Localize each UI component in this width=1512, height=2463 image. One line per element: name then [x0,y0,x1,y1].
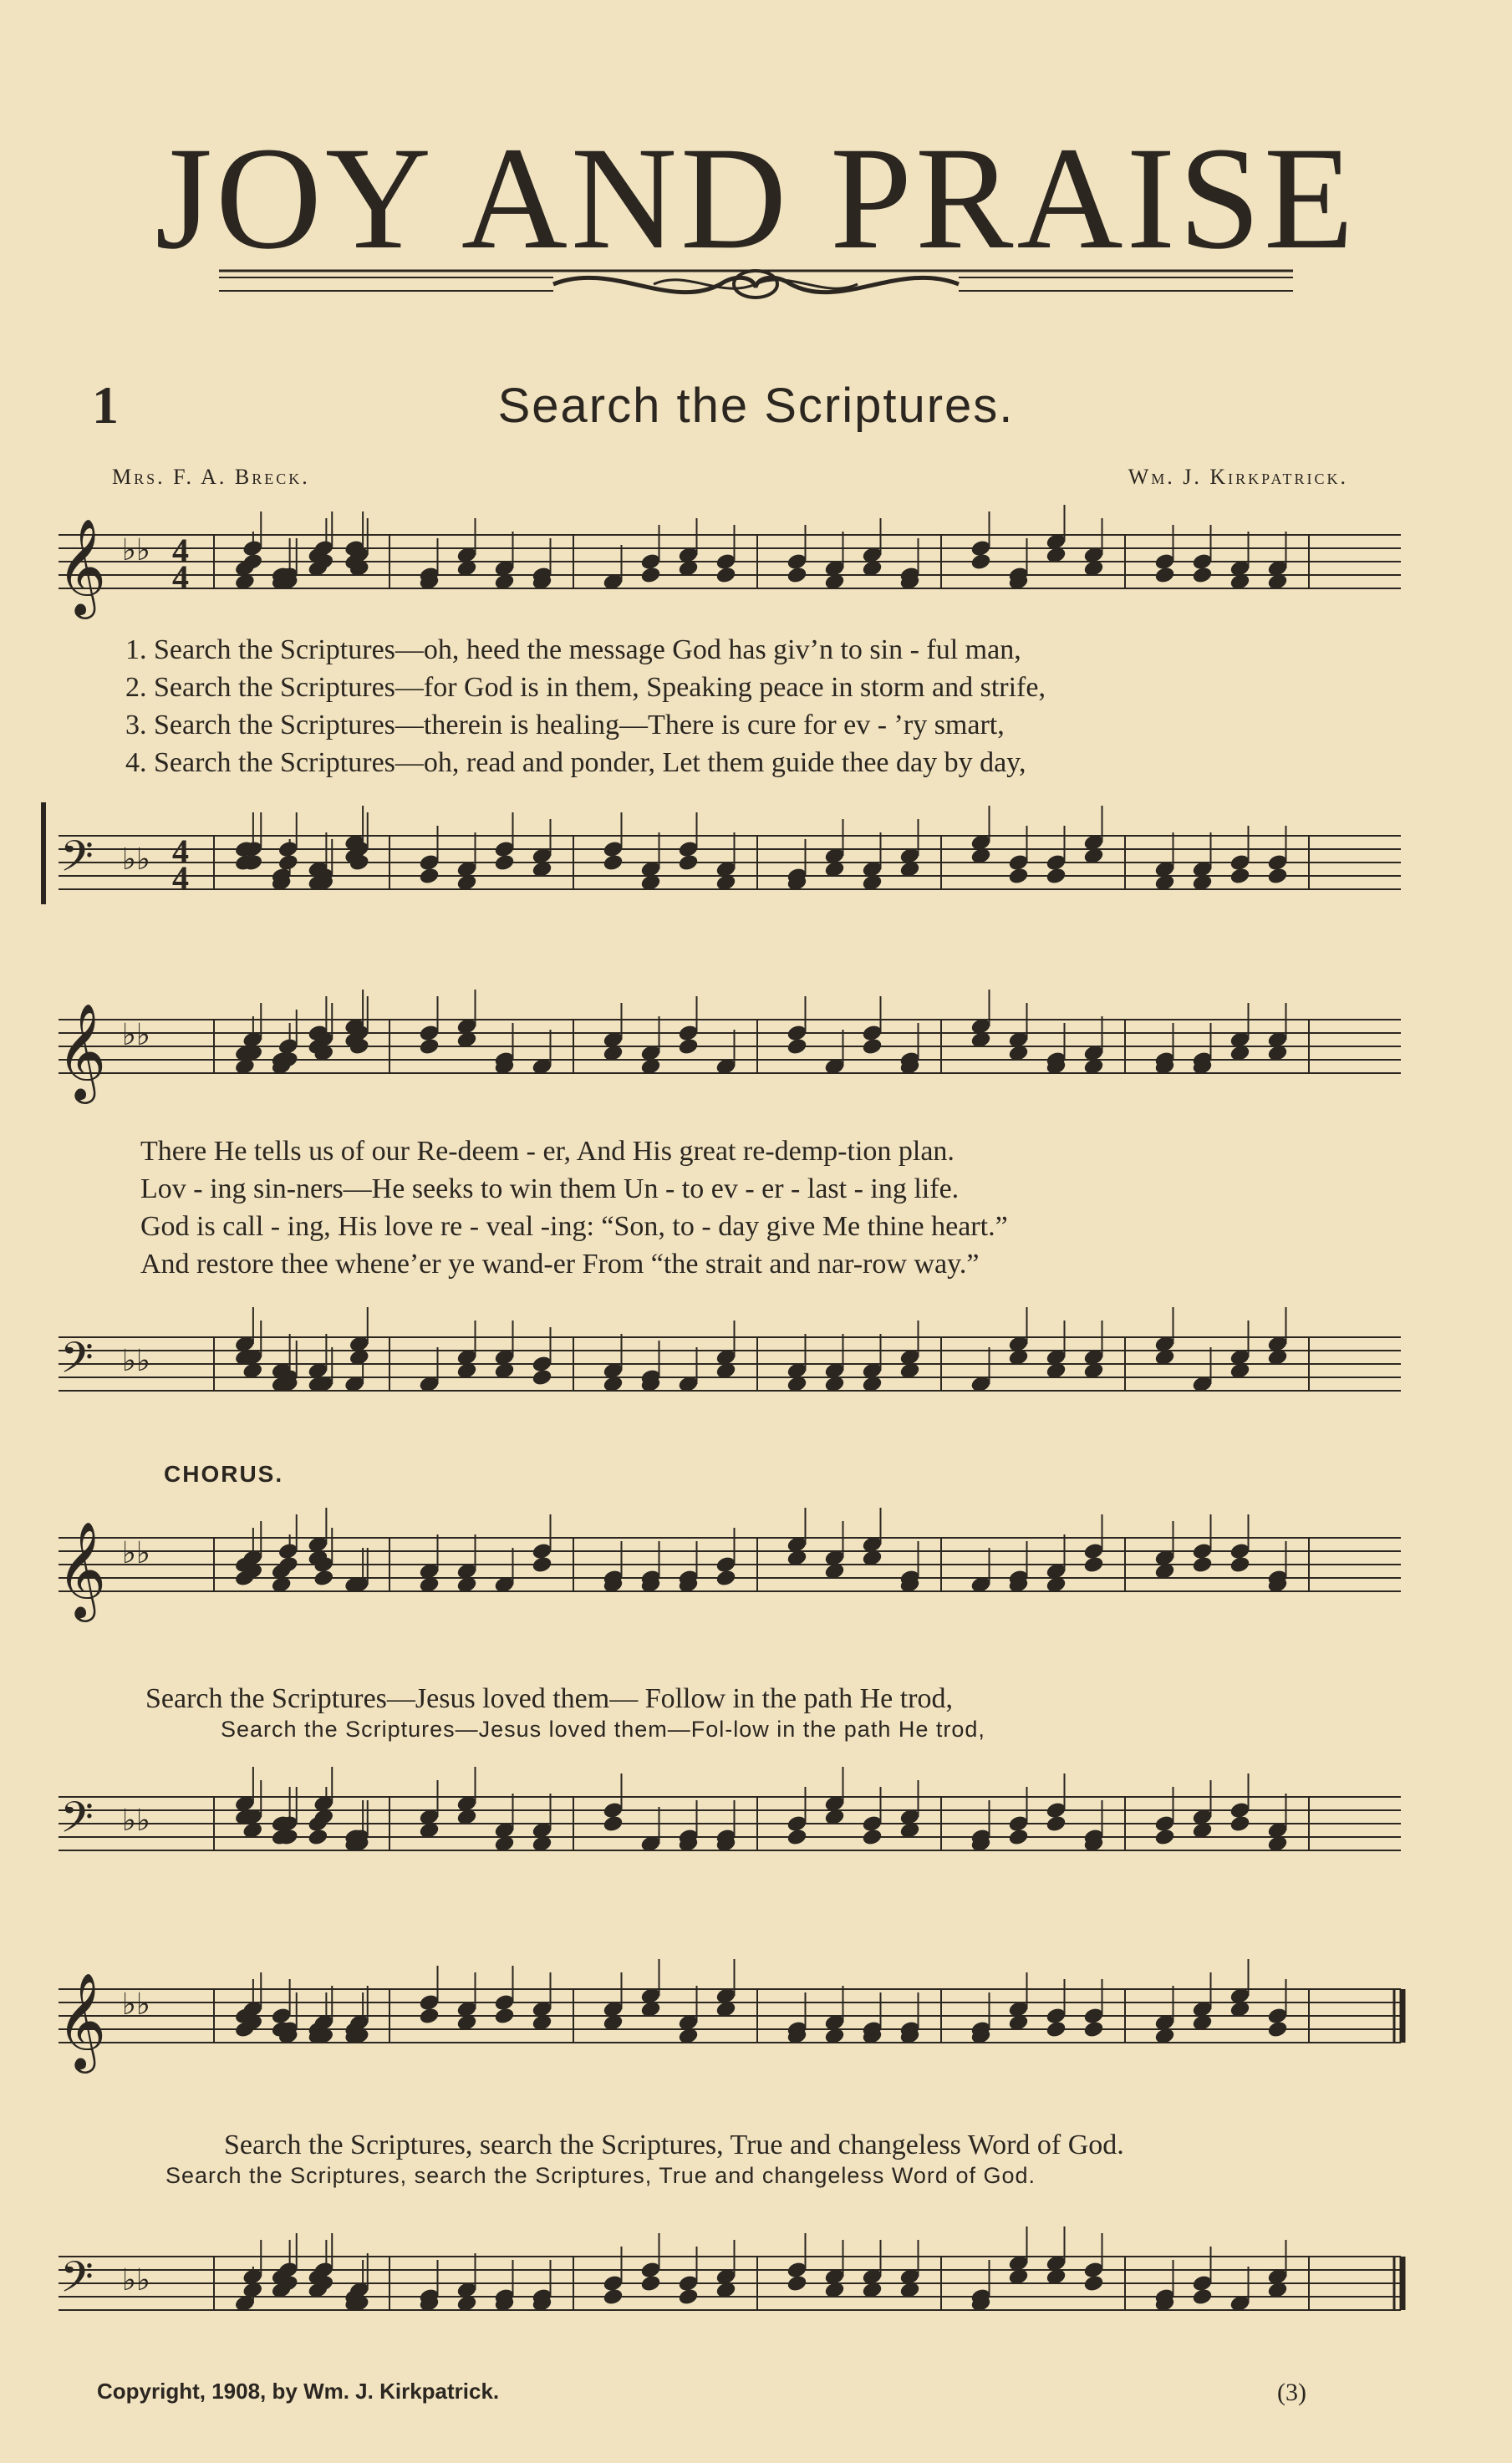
note-head [639,2274,661,2293]
verse-1-line-a: 1. Search the Scriptures—oh, heed the message God has giv’n to sin - ful man, [125,634,1021,665]
note-head [1153,1828,1175,1847]
note-head [602,853,624,873]
music-system-1-bass [38,802,1409,936]
music-system-2 [38,986,1409,1120]
bass-staff [38,802,1409,936]
svg-text:♭♭: ♭♭ [122,2263,150,2297]
treble-staff [38,1956,1409,2089]
svg-text:♭♭: ♭♭ [122,842,150,876]
svg-text:4: 4 [172,532,189,569]
hymn-number: 1 [92,375,119,435]
note-head [786,1828,807,1847]
chorus-label: CHORUS. [164,1461,284,1487]
svg-text:♭♭: ♭♭ [122,1018,150,1051]
svg-text:𝄞: 𝄞 [57,1972,107,2069]
note-head [1045,1814,1067,1834]
chorus-line-1-men: Search the Scriptures—Jesus loved them—Fol-low in the path He trod, [221,1717,985,1742]
book-title: JOY AND PRAISE [155,117,1357,280]
copyright-notice: Copyright, 1908, by Wm. J. Kirkpatrick. [97,2379,500,2404]
verse-3-line-a: 3. Search the Scriptures—therein is healing—There is cure for ev - ’ry smart, [125,710,1005,740]
note-head [1007,1828,1029,1847]
svg-text:𝄢: 𝄢 [60,1332,94,1393]
note-head [1229,867,1250,886]
note-head [418,1037,440,1056]
note-head [861,1828,883,1847]
page-number: (3) [1277,2379,1306,2406]
chorus-lyrics-1 [145,1680,985,1748]
note-head [1229,1555,1250,1575]
composer-credit: Wm. J. Kirkpatrick. [1128,465,1348,489]
chorus-lyrics-2 [165,2126,1124,2195]
note-head [277,853,299,873]
bass-staff [38,2223,1409,2357]
treble-staff [38,1504,1409,1638]
treble-staff [38,501,1409,635]
note-head [418,867,440,886]
note-head [677,1037,699,1056]
note-head [1007,867,1029,886]
title-ornament [219,252,1293,318]
note-head [970,552,991,572]
verses-line-a [125,631,1046,781]
note-head [1082,2274,1104,2293]
svg-text:♭♭: ♭♭ [122,533,150,567]
svg-text:𝄞: 𝄞 [57,517,107,615]
svg-text:♭♭: ♭♭ [122,1987,150,2021]
note-head [1266,867,1288,886]
note-head [639,566,661,585]
verse-1-line-b: There He tells us of our Re-deem - er, And His great re-demp-tion plan. [140,1136,955,1167]
note-head [602,1814,624,1834]
chorus-line-2-men: Search the Scriptures, search the Scriptures, True and changeless Word of God. [165,2163,1036,2188]
svg-text:4: 4 [172,832,189,870]
svg-text:♭♭: ♭♭ [122,1344,150,1377]
note-head [1082,2020,1104,2039]
chorus-line-1: Search the Scriptures—Jesus loved them— Follow in the path He trod, [145,1683,953,1714]
note-head [1191,2287,1213,2307]
note-head [677,2287,699,2307]
svg-text:𝄞: 𝄞 [57,1002,107,1100]
music-system-4-bass [38,2223,1409,2357]
note-head [602,2287,624,2307]
note-head [786,566,807,585]
note-head [786,1037,807,1056]
note-head [786,2274,807,2293]
svg-text:4: 4 [172,859,189,897]
note-head [1153,566,1175,585]
note-head [1045,867,1067,886]
note-head [307,1828,328,1847]
svg-text:♭♭: ♭♭ [122,1804,150,1837]
verse-2-line-b: Lov - ing sin-ners—He seeks to win them Un - to ev - er - last - ing life. [140,1173,960,1204]
note-head [1191,1555,1213,1575]
svg-text:𝄢: 𝄢 [60,831,94,892]
note-head [715,566,736,585]
note-head [1082,1555,1104,1575]
note-head [861,1037,883,1056]
note-head [531,1555,552,1575]
music-system-1 [38,501,1409,635]
note-head [1045,2020,1067,2039]
note-head [1191,566,1213,585]
hymn-title: Search the Scriptures. [497,379,1015,433]
svg-text:𝄞: 𝄞 [57,1520,107,1618]
bass-staff [38,1763,1409,1897]
note-head [313,1569,334,1588]
note-head [493,2007,515,2026]
svg-text:𝄢: 𝄢 [60,2252,94,2313]
treble-staff [38,986,1409,1120]
chorus-line-2: Search the Scriptures, search the Scriptures, True and changeless Word of God. [224,2130,1124,2160]
bass-staff [38,1304,1409,1438]
verses-line-b [140,1132,1008,1283]
note-head [1229,1814,1250,1834]
verse-2-line-a: 2. Search the Scriptures—for God is in them, Speaking peace in storm and strife, [125,672,1046,703]
music-system-3-bass [38,1763,1409,1897]
svg-text:♭♭: ♭♭ [122,1536,150,1570]
note-head [715,1569,736,1588]
music-system-3 [38,1504,1409,1638]
svg-text:4: 4 [172,558,189,596]
note-head [418,2007,440,2026]
music-system-4 [38,1956,1409,2089]
author-credit: Mrs. F. A. Breck. [112,465,310,489]
note-head [531,1368,552,1387]
music-system-2-bass [38,1304,1409,1438]
verse-4-line-a: 4. Search the Scriptures—oh, read and ponder, Let them guide thee day by day, [125,747,1026,778]
verse-3-line-b: God is call - ing, His love re - veal -ing: “Son, to - day give Me thine heart.” [140,1211,1008,1242]
note-head [1266,2020,1288,2039]
verse-4-line-b: And restore thee whene’er ye wand-er From “the strait and nar-row way.” [140,1249,980,1280]
svg-text:𝄢: 𝄢 [60,1792,94,1853]
note-head [677,853,699,873]
note-head [493,853,515,873]
